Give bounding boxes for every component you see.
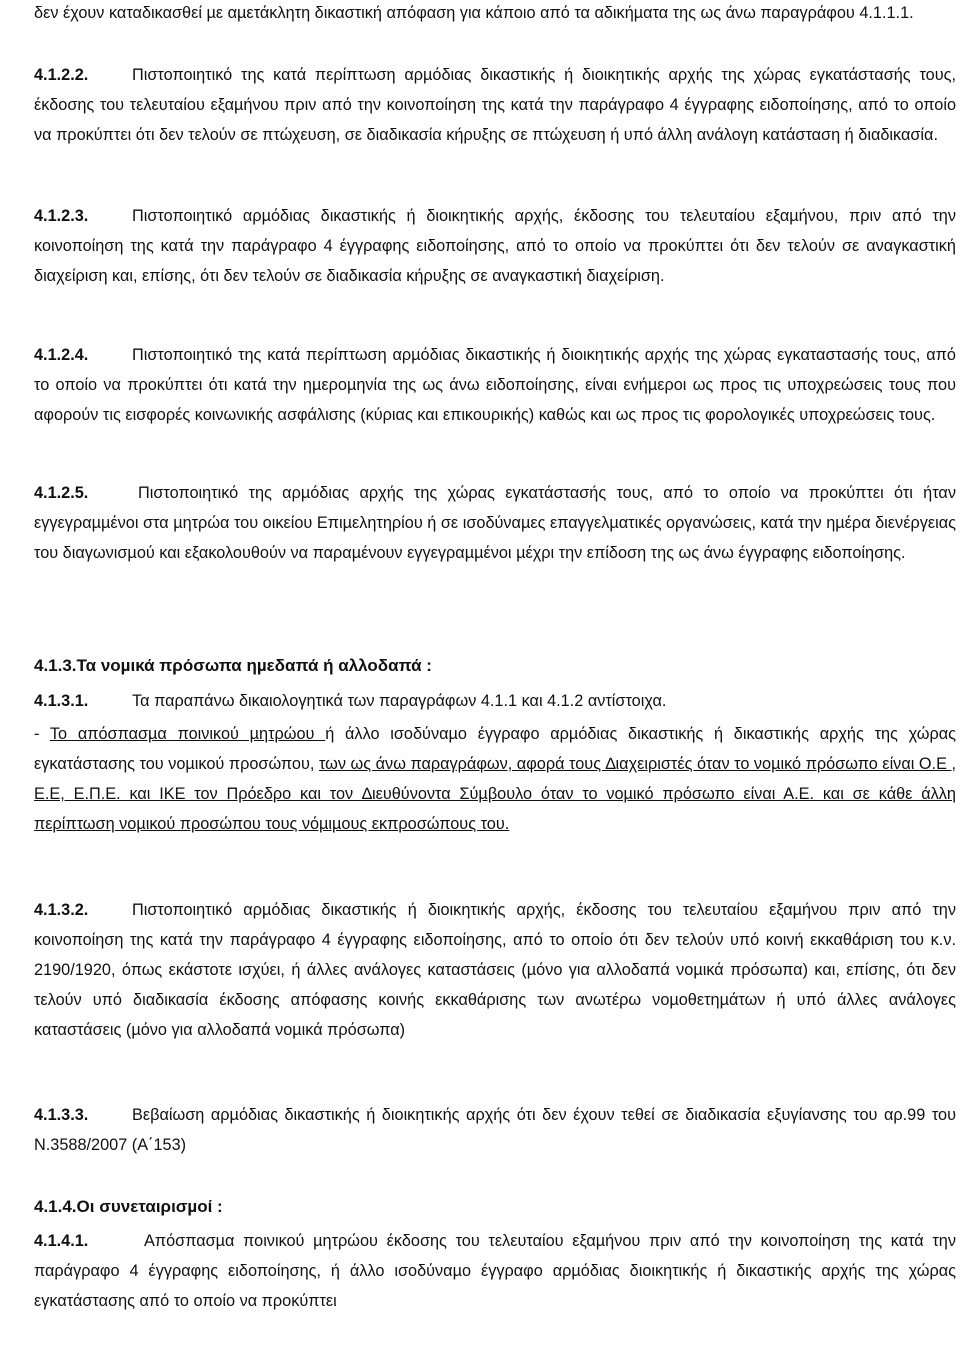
underlined-text: Το απόσπασµα ποινικού µητρώου [49, 725, 326, 743]
heading-text: Τα νοµικά πρόσωπα ηµεδαπά ή αλλοδαπά : [76, 656, 432, 675]
section-text: Απόσπασµα ποινικού µητρώου έκδοσης του τελευταίου εξαµήνου πριν από την κοινοποίηση της κατά την παράγραφο 4 έγγραφης ειδοποίησης, ή άλλο ισοδύναµο έγγραφο αρµόδιας διοικητικής ή δικαστικής αρχής της χώρας εγκατάστασης από το οποίο να προκύπτει [34, 1232, 956, 1310]
section-number: 4.1.2.4. [34, 346, 89, 364]
plain-text: ή άλλο ισοδύναµο έγγραφο αρµόδιας δικαστικής ή δικαστικής αρχής της χώρας εγκατάστασης του νοµικού προσώπου, [34, 725, 956, 773]
section-4-1-3-1 [34, 686, 956, 716]
dash-paragraph [34, 719, 956, 839]
section-number: 4.1.2.5. [34, 484, 89, 502]
underlined-text: των ως άνω παραγράφων, αφορά τους ∆ιαχειριστές όταν το νοµικό πρόσωπο είναι Ο.Ε , Ε.Ε, Ε.Π.Ε. και ΙΚΕ τον Πρόεδρο και τον ∆ιευθύνοντα Σύµβουλο όταν το νοµικό πρόσωπο είναι Α.Ε. και σε κάθε άλλη περίπτωση νοµικού προσώπου τους νόµιµους εκπροσώπους του. [34, 755, 956, 833]
section-text: Πιστοποιητικό αρµόδιας δικαστικής ή διοικητικής αρχής, έκδοσης του τελευταίου εξαµήνου, πριν από την κοινοποίηση της κατά την παράγραφο 4 έγγραφης ειδοποίησης, από το οποίο να προκύπτει ότι δεν τελούν σε αναγκαστική διαχείριση και, επίσης, ότι δεν τελούν σε διαδικασία κήρυξης σε αναγκαστική διαχείριση. [34, 207, 956, 285]
heading-4-1-4 [34, 1192, 956, 1222]
heading-number: 4.1.3. [34, 656, 77, 675]
section-4-1-4-1 [34, 1226, 956, 1316]
section-4-1-2-4 [34, 340, 956, 430]
section-number: 4.1.4.1. [34, 1232, 89, 1250]
section-text: Πιστοποιητικό αρµόδιας δικαστικής ή διοικητικής αρχής, έκδοσης του τελευταίου εξαµήνου πριν από την κοινοποίηση της κατά την παράγραφο 4 έγγραφης ειδοποίησης, από το οποίο ότι δεν τελούν υπό κοινή εκκαθάριση του κ.ν. 2190/1920, όπως εκάστοτε ισχύει, ή άλλες ανάλογες καταστάσεις (µόνο για αλλοδαπά νοµικά πρόσωπα) και, επίσης, ότι δεν τελούν υπό διαδικασία έκδοσης απόφασης κοινής εκκαθάρισης των ανωτέρω νοµοθετηµάτων ή υπό άλλες ανάλογες καταστάσεις (µόνο για αλλοδαπά νοµικά πρόσωπα) [34, 901, 956, 1039]
section-4-1-2-2 [34, 60, 956, 150]
dash-prefix: - [34, 725, 50, 743]
section-number: 4.1.3.1. [34, 692, 89, 710]
section-text: Τα παραπάνω δικαιολογητικά των παραγράφων 4.1.1 και 4.1.2 αντίστοιχα. [132, 692, 667, 710]
section-number: 4.1.2.2. [34, 66, 89, 84]
section-number: 4.1.2.3. [34, 207, 89, 225]
section-number: 4.1.3.3. [34, 1106, 89, 1124]
heading-4-1-3 [34, 651, 956, 681]
section-4-1-3-2 [34, 895, 956, 1045]
paragraph-continuation: δεν έχουν καταδικασθεί µε αµετάκλητη δικαστική απόφαση για κάποιο από τα αδικήµατα της ως άνω παραγράφου 4.1.1.1. [34, 4, 914, 22]
section-text: Πιστοποιητικό της αρµόδιας αρχής της χώρας εγκατάστασής τους, από το οποίο να προκύπτει ότι ήταν εγγεγραµµένοι στα µητρώα του οικείου Επιµελητηρίου ή σε ισοδύναµες επαγγελµατικές οργανώσεις, κατά την ηµέρα διενέργειας του διαγωνισµού και εξακολουθούν να παραµένουν εγγεγραµµένοι µέχρι την επίδοση της ως άνω έγγραφης ειδοποίησης. [34, 484, 956, 562]
section-text: Πιστοποιητικό της κατά περίπτωση αρµόδιας δικαστικής ή διοικητικής αρχής της χώρας εγκατάστασής τους, έκδοσης του τελευταίου εξαµήνου πριν από την κοινοποίηση της κατά την παράγραφο 4 έγγραφης ειδοποίησης, από το οποίο να προκύπτει ότι δεν τελούν σε πτώχευση, σε διαδικασία κήρυξης σε πτώχευση ή υπό άλλη ανάλογη κατάσταση ή διαδικασία. [34, 66, 956, 144]
heading-text: Οι συνεταιρισµοί : [76, 1197, 223, 1216]
section-4-1-2-5 [34, 478, 956, 568]
section-number: 4.1.3.2. [34, 901, 89, 919]
section-text: Πιστοποιητικό της κατά περίπτωση αρµόδιας δικαστικής ή διοικητικής αρχής της χώρας εγκαταστασής τους, από το οποίο να προκύπτει ότι κατά την ηµεροµηνία της ως άνω ειδοποίησης, είναι ενήµεροι ως προς τις υποχρεώσεις τους που αφορούν τις εισφορές κοινωνικής ασφάλισης (κύριας και επικουρικής) καθώς και ως προς τις φορολογικές υποχρεώσεις τους. [34, 346, 956, 424]
heading-number: 4.1.4. [34, 1197, 77, 1216]
section-4-1-3-3 [34, 1100, 956, 1160]
section-4-1-2-3 [34, 201, 956, 291]
section-text: Βεβαίωση αρµόδιας δικαστικής ή διοικητικής αρχής ότι δεν έχουν τεθεί σε διαδικασία εξυγίανσης του αρ.99 του Ν.3588/2007 (Α΄153) [34, 1106, 956, 1154]
